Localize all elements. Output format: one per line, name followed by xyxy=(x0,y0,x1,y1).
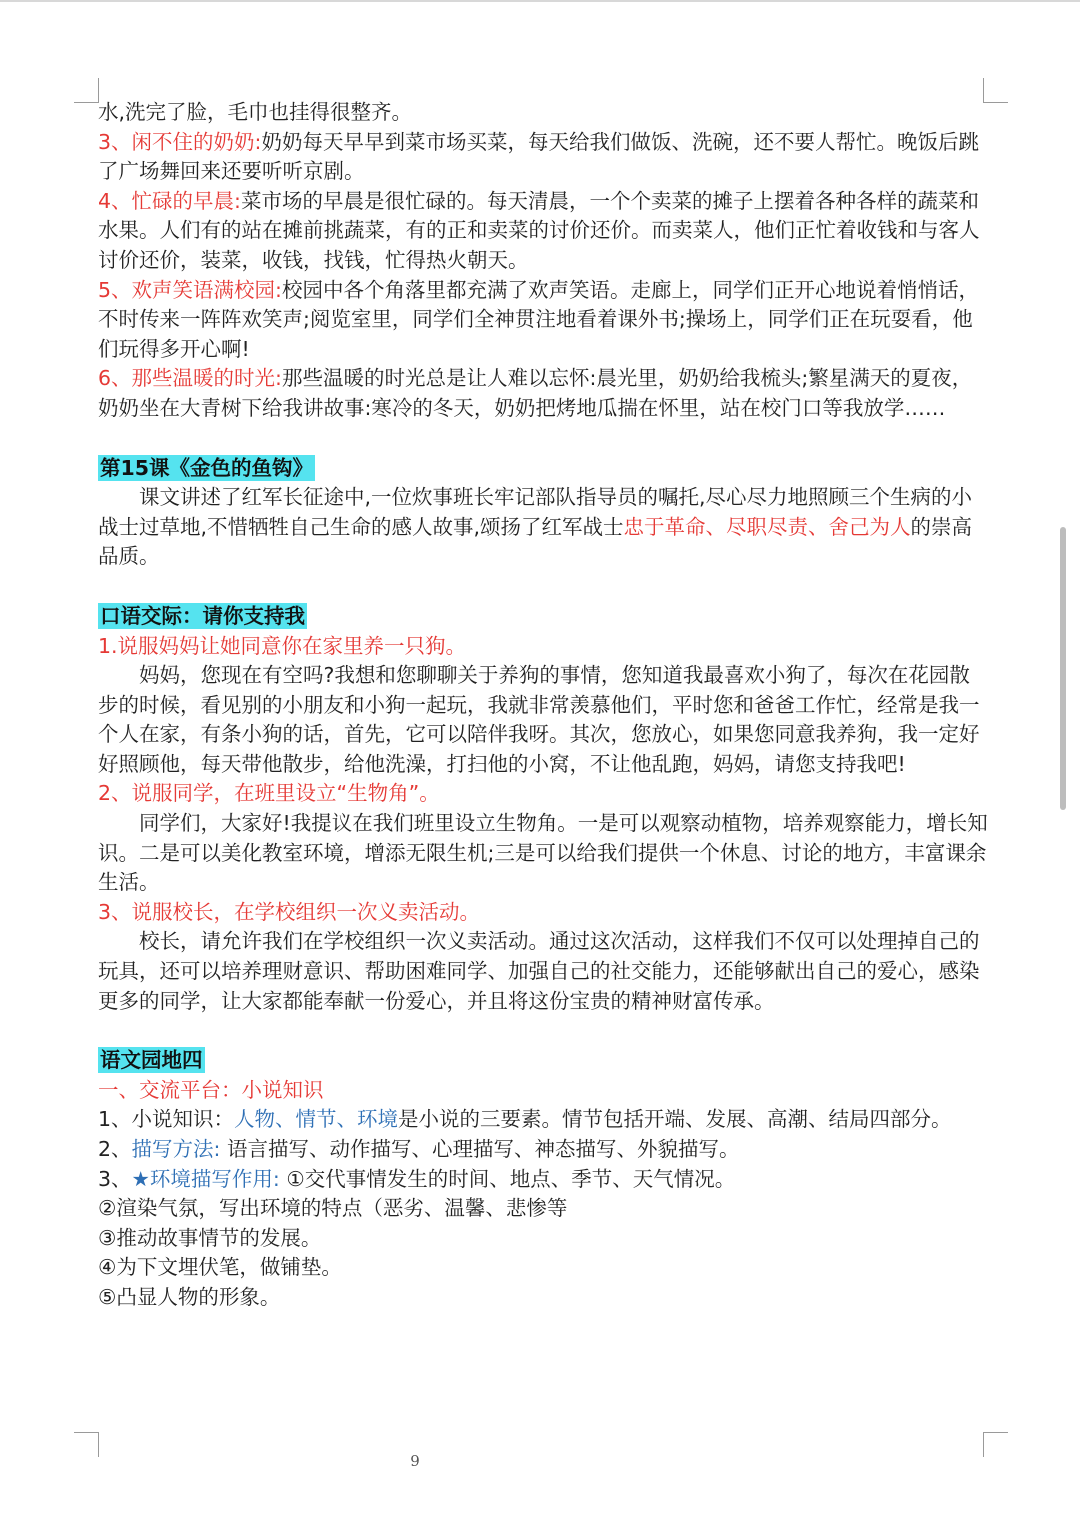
paragraph-4-text: 菜市场的早晨是很忙碌的。每天清晨，一个个卖菜的摊子上摆着各种各样的蔬菜和水果。人们有的站在摊前挑蔬菜，有的正和卖菜的讨价还价。而卖菜人，他们正忙着收钱和与客人讨价还价，装菜，收钱，找钱，忙得热火朝天。 xyxy=(98,188,980,272)
paragraph-5-text: 校园中各个角落里都充满了欢声笑语。走廊上，同学们正开心地说着悄悄话，不时传来一阵阵欢笑声;阅览室里，同学们全神贯注地看着课外书;操场上，同学们正在玩耍看，他们玩得多开心啊! xyxy=(98,277,979,361)
lesson15-text-b: 的崇高品质。 xyxy=(98,514,973,569)
oral-question-2: 2、说服同学，在班里设立“生物角”。 xyxy=(98,781,440,806)
garden-item-3-lead: 3、 xyxy=(98,1166,132,1191)
lesson15-qualities: 忠于革命、尽职尽责、舍己为人 xyxy=(623,514,911,539)
page-number: 9 xyxy=(410,1452,420,1470)
garden-item-3-point-2: ②渲染气氛，写出环境的特点（恶劣、温馨、悲惨等 xyxy=(98,1196,568,1221)
garden-item-1-lead: 1、小说知识： xyxy=(98,1107,235,1132)
garden-item-3 xyxy=(98,1165,988,1195)
garden-item-3-text: ①交代事情发生的时间、地点、季节、天气情况。 xyxy=(279,1166,736,1191)
paragraph-6-text: 那些温暖的时光总是让人难以忘怀:晨光里，奶奶给我梳头;繁星满天的夏夜，奶奶坐在大青树下给我讲故事:寒冷的冬天，奶奶把烤地瓜揣在怀里，站在校门口等我放学…… xyxy=(98,366,973,420)
scrollbar-thumb[interactable] xyxy=(1060,527,1066,810)
document-body xyxy=(98,98,988,1313)
crop-mark-bottom-left xyxy=(74,1432,99,1457)
paragraph-5 xyxy=(98,276,988,365)
paragraph-3-text: 奶奶每天早早到菜市场买菜，每天给我们做饭、洗碗，还不要人帮忙。晚饭后跳了广场舞回来还要听听京剧。 xyxy=(98,129,979,184)
garden-subheading: 一、交流平台：小说知识 xyxy=(98,1077,324,1102)
paragraph-6 xyxy=(98,364,988,423)
lesson15-summary xyxy=(98,483,988,572)
paragraph-3-title: 3、闲不住的奶奶: xyxy=(98,129,262,154)
spacer xyxy=(98,572,988,602)
garden-item-2-lead: 2、 xyxy=(98,1137,132,1161)
lesson15-heading: 第15课《金色的鱼钩》 xyxy=(100,455,314,480)
oral-heading-row xyxy=(98,602,988,632)
oral-question-1: 1.说服妈妈让她同意你在家里养一只狗。 xyxy=(98,633,467,658)
crop-mark-bottom-right xyxy=(983,1432,1008,1457)
paragraph-5-title: 5、欢声笑语满校园: xyxy=(98,277,282,302)
garden-item-3-point-4: ④为下文埋伏笔，做铺垫。 xyxy=(98,1255,342,1280)
spacer xyxy=(98,424,988,454)
garden-item-3-point-3: ③推动故事情节的发展。 xyxy=(98,1225,322,1250)
garden-heading: 语文园地四 xyxy=(100,1048,203,1073)
garden-item-1-text: 是小说的三要素。情节包括开端、发展、高潮、结局四部分。 xyxy=(398,1107,952,1132)
paragraph-3 xyxy=(98,128,988,187)
oral-question-3: 3、说服校长，在学校组织一次义卖活动。 xyxy=(98,899,481,924)
lesson15-text-a: 课文讲述了红军长征途中,一位炊事班长牢记部队指导员的嘱托,尽心尽力地照顾三个生病的小战士过草地,不惜牺牲自己生命的感人故事,颂扬了红军战士 xyxy=(98,485,973,539)
paragraph-4 xyxy=(98,187,988,276)
oral-answer-2: 同学们，大家好!我提议在我们班里设立生物角。一是可以观察动植物，培养观察能力，增长知识。二是可以美化教室环境，增添无限生机;三是可以给我们提供一个休息、讨论的地方，丰富课余生活。 xyxy=(98,811,988,895)
garden-item-1 xyxy=(98,1105,988,1135)
oral-answer-1: 妈妈，您现在有空吗?我想和您聊聊关于养狗的事情，您知道我最喜欢小狗了，每次在花园散步的时候，看见别的小朋友和小狗一起玩，我就非常羡慕他们，平时您和爸爸工作忙，经常是我一个人在家，有条小狗的话，首先，它可以陪伴我呀。其次，您放心，如果您同意我养狗，我一定好好照顾他，每天带他散步，给他洗澡，打扫他的小窝，不让他乱跑，妈妈，请您支持我吧! xyxy=(98,663,980,776)
crop-mark-top-left xyxy=(74,78,99,103)
lesson15-heading-row xyxy=(98,454,988,484)
garden-item-1-elements: 人物、情节、环境 xyxy=(234,1107,399,1132)
spacer xyxy=(98,1016,988,1046)
paragraph-continuation: 水,洗完了脸，毛巾也挂得很整齐。 xyxy=(98,100,413,124)
paragraph-4-title: 4、忙碌的早晨: xyxy=(98,188,241,213)
oral-heading: 口语交际：请你支持我 xyxy=(100,603,305,628)
garden-item-2-text: 语言描写、动作描写、心理描写、神态描写、外貌描写。 xyxy=(220,1137,740,1161)
garden-item-3-point-5: ⑤凸显人物的形象。 xyxy=(98,1284,281,1309)
oral-answer-3: 校长，请允许我们在学校组织一次义卖活动。通过这次活动，这样我们不仅可以处理掉自己的玩具，还可以培养理财意识、帮助困难同学、加强自己的社交能力，还能够献出自己的爱心，感染更多的同学，让大家都能奉献一份爱心，并且将这份宝贵的精神财富传承。 xyxy=(98,929,980,1013)
garden-item-3-label: ★环境描写作用: xyxy=(131,1166,280,1191)
garden-item-2 xyxy=(98,1135,988,1165)
garden-heading-row xyxy=(98,1046,988,1076)
top-border xyxy=(0,0,1080,2)
garden-item-2-label: 描写方法: xyxy=(131,1137,221,1161)
paragraph-6-title: 6、那些温暖的时光: xyxy=(98,366,282,391)
